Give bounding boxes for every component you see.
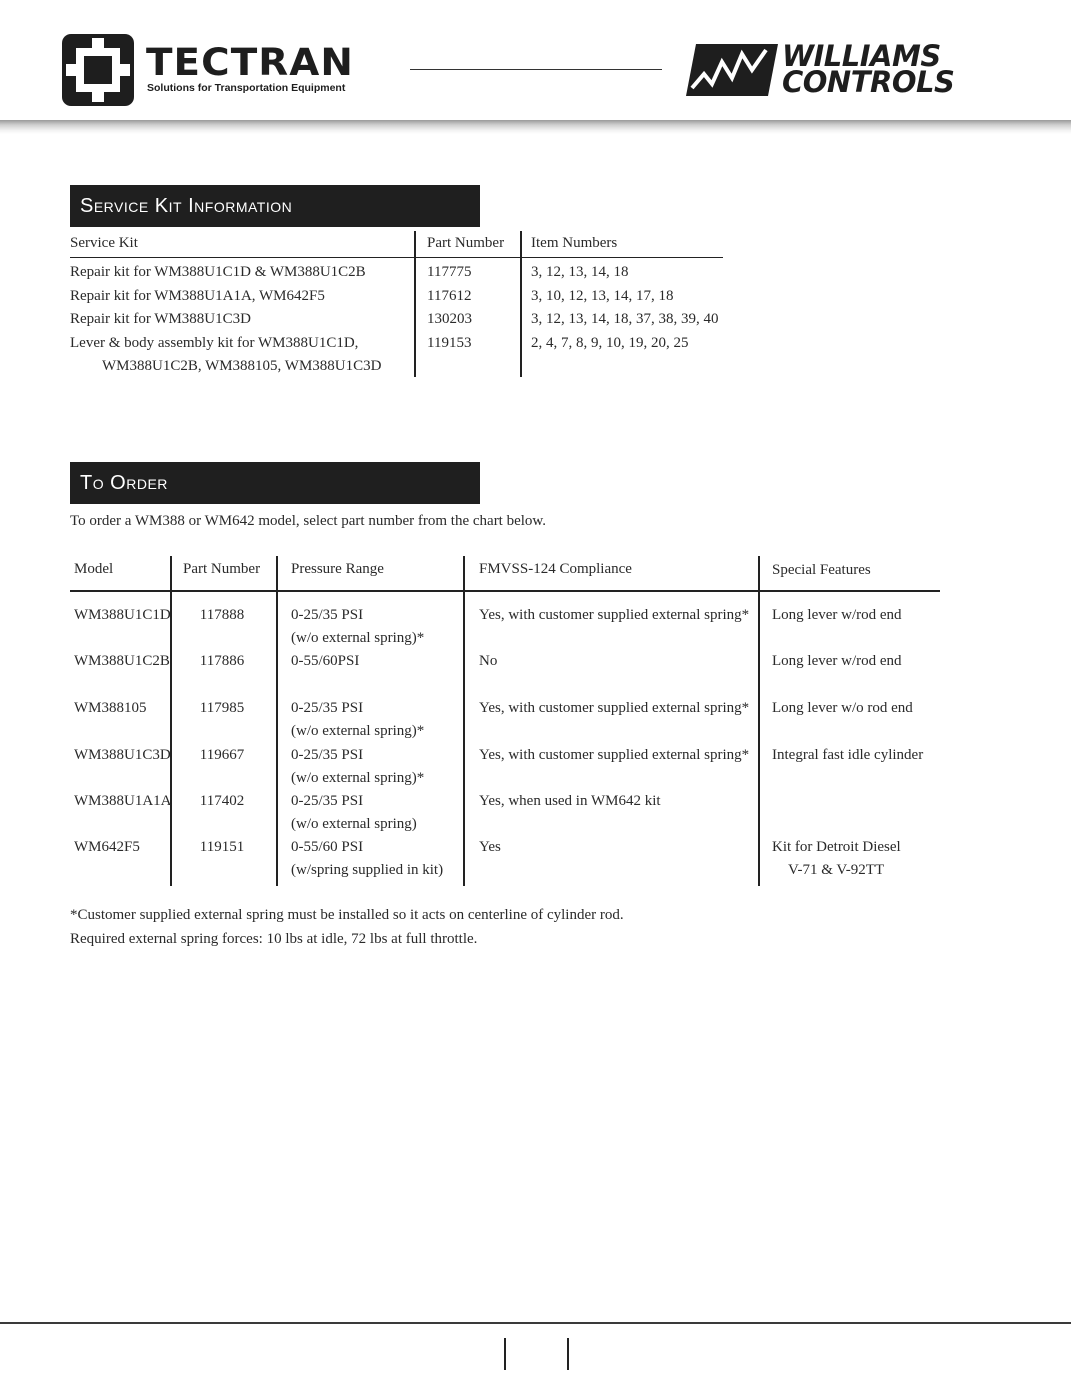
kit-description-continued: WM388U1C2B, WM388105, WM388U1C3D	[102, 358, 382, 374]
column-header-part-number: Part Number	[427, 235, 505, 251]
tectran-logo-icon	[62, 34, 134, 106]
pressure-cell: 0-25/35 PSI	[291, 700, 364, 716]
kit-part-number: 117775	[427, 264, 472, 280]
kit-part-number: 117612	[427, 287, 472, 304]
part-number-cell: 117888	[199, 607, 245, 623]
fmvss-cell: Yes, with customer supplied external spring*	[479, 607, 750, 623]
column-header-pressure-range: Pressure Range	[291, 561, 384, 577]
features-cell: Kit for Detroit Diesel	[772, 839, 901, 855]
features-cell: Long lever w/o rod end	[772, 700, 913, 716]
column-header-fmvss-compliance: FMVSS-124 Compliance	[479, 561, 632, 577]
kit-item-numbers: 3, 12, 13, 14, 18	[531, 264, 629, 280]
table-row	[70, 264, 723, 288]
fmvss-cell: Yes, when used in WM642 kit	[479, 793, 661, 809]
footnote-spring-forces: Required external spring forces: 10 lbs at idle, 72 lbs at full throttle.	[70, 931, 478, 947]
kit-part-number: 119153	[427, 334, 472, 351]
features-cell: Integral fast idle cylinder	[772, 747, 924, 763]
fmvss-cell: Yes, with customer supplied external spring*	[479, 747, 750, 763]
tectran-tagline: Solutions for Transportation Equipment	[147, 82, 346, 94]
table-divider	[276, 556, 278, 886]
column-header-service-kit: Service Kit	[70, 235, 138, 251]
footer-rule	[0, 1322, 1071, 1324]
tectran-brand-name: TECTRAN	[146, 41, 354, 84]
table-row	[70, 335, 723, 359]
header-shadow	[0, 120, 1071, 134]
fmvss-cell: No	[479, 653, 498, 669]
kit-item-numbers: 2, 4, 7, 8, 9, 10, 19, 20, 25	[531, 334, 689, 351]
pressure-cell: 0-55/60PSI	[291, 653, 360, 669]
features-cell: Long lever w/rod end	[772, 653, 902, 669]
header-divider	[410, 69, 662, 70]
pressure-cell: 0-25/35 PSI	[291, 747, 364, 763]
column-header-model: Model	[74, 561, 114, 577]
service-kit-heading: Service Kit Information	[70, 185, 480, 227]
to-order-heading: To Order	[70, 462, 480, 504]
williams-brand-line1: WILLIAMS	[782, 39, 941, 73]
service-kit-table	[70, 231, 723, 382]
column-header-item-numbers: Item Numbers	[531, 235, 618, 251]
order-table	[70, 556, 940, 886]
fmvss-cell: Yes	[479, 839, 501, 855]
kit-description: Repair kit for WM388U1C1D & WM388U1C2B	[70, 264, 366, 280]
column-header-part-number: Part Number	[183, 561, 261, 577]
header-underline	[70, 590, 940, 592]
williams-brand-line2: CONTROLS	[782, 65, 955, 99]
footer-tick-mark	[567, 1338, 569, 1370]
table-row	[70, 288, 723, 312]
pressure-note-cell: (w/o external spring)	[291, 816, 417, 832]
kit-description: Lever & body assembly kit for WM388U1C1D,	[70, 334, 359, 351]
part-number-cell: 117402	[199, 793, 245, 809]
pressure-note-cell: (w/o external spring)*	[291, 770, 425, 786]
kit-description: Repair kit for WM388U1C3D	[70, 311, 251, 327]
model-cell: WM642F5	[74, 839, 140, 855]
fmvss-cell: Yes, with customer supplied external spring*	[479, 700, 750, 716]
model-cell: WM388105	[74, 700, 147, 716]
features-continued-cell: V-71 & V-92TT	[788, 862, 885, 878]
part-number-cell: 119151	[199, 839, 245, 855]
table-divider	[463, 556, 465, 886]
williams-controls-logo-icon	[686, 44, 778, 96]
kit-part-number: 130203	[427, 311, 472, 327]
footer-tick-mark	[504, 1338, 506, 1370]
pressure-note-cell: (w/o external spring)*	[291, 630, 425, 646]
table-header-row	[70, 231, 723, 258]
pressure-cell: 0-25/35 PSI	[291, 607, 364, 623]
kit-item-numbers: 3, 12, 13, 14, 18, 37, 38, 39, 40	[531, 311, 719, 327]
model-cell: WM388U1A1A	[74, 793, 172, 809]
to-order-intro: To order a WM388 or WM642 model, select part number from the chart below.	[70, 513, 547, 529]
column-header-special-features: Special Features	[772, 562, 871, 578]
model-cell: WM388U1C1D	[74, 607, 171, 623]
footnote-spring-install: *Customer supplied external spring must be installed so it acts on centerline of cylinder rod.	[70, 907, 624, 923]
kit-item-numbers: 3, 10, 12, 13, 14, 17, 18	[531, 287, 674, 304]
kit-description: Repair kit for WM388U1A1A, WM642F5	[70, 287, 325, 304]
table-row	[70, 311, 723, 335]
part-number-cell: 119667	[199, 747, 245, 763]
model-cell: WM388U1C2B	[74, 653, 170, 669]
page-header	[0, 0, 1071, 122]
model-cell: WM388U1C3D	[74, 747, 171, 763]
pressure-cell: 0-25/35 PSI	[291, 793, 364, 809]
features-cell: Long lever w/rod end	[772, 607, 902, 623]
pressure-note-cell: (w/spring supplied in kit)	[291, 862, 444, 878]
table-divider	[758, 556, 760, 886]
part-number-cell: 117985	[199, 700, 245, 716]
pressure-cell: 0-55/60 PSI	[291, 839, 364, 855]
part-number-cell: 117886	[199, 653, 245, 669]
table-row-continuation	[70, 358, 723, 382]
pressure-note-cell: (w/o external spring)*	[291, 723, 425, 739]
